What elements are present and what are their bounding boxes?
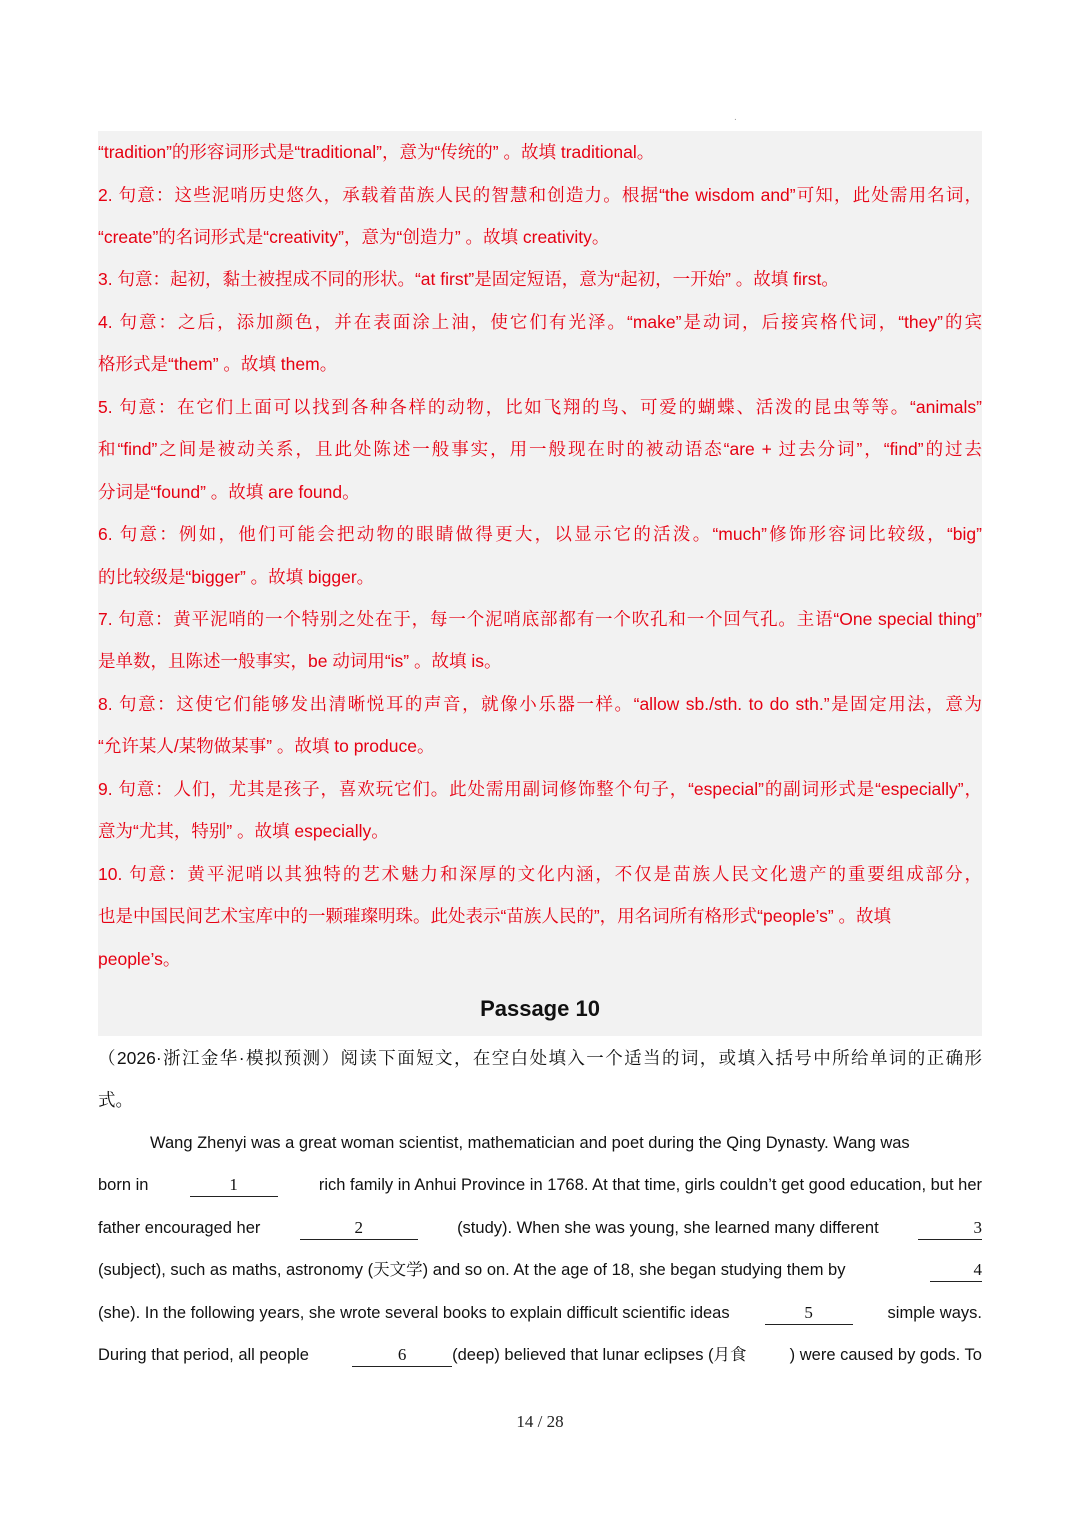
answer-line: 是单数，且陈述一般事实，be 动词用“is” 。故填 is。 bbox=[98, 651, 502, 671]
blank-6[interactable]: 6 bbox=[352, 1344, 452, 1367]
answer-line: 4. 句意：之后，添加颜色，并在表面涂上油，使它们有光泽。“make”是动词，后接宾格代词，“they”的宾 bbox=[98, 312, 982, 332]
passage-line bbox=[98, 1170, 982, 1200]
chinese-gloss: 月食 bbox=[713, 1345, 747, 1364]
answer-line: 分词是“found” 。故填 are found。 bbox=[98, 482, 360, 502]
answer-line: people’s。 bbox=[98, 949, 181, 969]
passage-text: rich family in Anhui Province in 1768. At that time, girls couldn’t get good education, but her bbox=[318, 1176, 982, 1194]
answer-line: 10. 句意：黄平泥哨以其独特的艺术魅力和深厚的文化内涵，不仅是苗族人民文化遗产的重要组成部分， bbox=[98, 864, 982, 884]
passage-text: father encouraged her bbox=[98, 1219, 261, 1237]
blank-4[interactable]: 4 bbox=[930, 1259, 982, 1282]
answer-line: 意为“尤其，特别” 。故填 especially。 bbox=[98, 821, 389, 841]
passage-text: (subject), such as maths, astronomy (天文学) and so on. At the age of 18, she began studying them by bbox=[98, 1260, 846, 1279]
blank-2[interactable]: 2 bbox=[300, 1217, 418, 1240]
passage-instructions: （2026·浙江金华·模拟预测）阅读下面短文，在空白处填入一个适当的词，或填入括号中所给单词的正确形 bbox=[98, 1048, 982, 1068]
answer-line: 6. 句意：例如，他们可能会把动物的眼睛做得更大，以显示它的活泼。“much”修饰形容词比较级，“big” bbox=[98, 524, 982, 544]
passage-text: (she). In the following years, she wrote several books to explain difficult scientific ideas bbox=[98, 1304, 730, 1322]
blank-5[interactable]: 5 bbox=[765, 1302, 853, 1325]
answer-line: 也是中国民间艺术宝库中的一颗璀璨明珠。此处表示“苗族人民的”，用名词所有格形式“people’s” 。故填 bbox=[98, 906, 892, 926]
answer-line: 格形式是“them” 。故填 them。 bbox=[98, 354, 338, 374]
passage-title: Passage 10 bbox=[480, 996, 600, 1021]
answer-line: 的比较级是“bigger” 。故填 bigger。 bbox=[98, 567, 375, 587]
passage-text: During that period, all people bbox=[98, 1346, 309, 1364]
answer-line: 和“find”之间是被动关系，且此处陈述一般事实，用一般现在时的被动语态“are + 过去分词”，“find”的过去 bbox=[98, 439, 982, 459]
page-number: 14 / 28 bbox=[516, 1412, 564, 1431]
passage-line bbox=[150, 1128, 982, 1158]
passage-text: 6 (deep) believed that lunar eclipses ( 月食 bbox=[352, 1340, 746, 1370]
answer-line: “create”的名词形式是“creativity”，意为“创造力” 。故填 creativity。 bbox=[98, 227, 610, 247]
blank-1[interactable]: 1 bbox=[190, 1174, 278, 1197]
passage-text: (study). When she was young, she learned many different bbox=[457, 1219, 879, 1237]
passage-instructions-cont: 式。 bbox=[98, 1090, 133, 1110]
answer-line: “tradition”的形容词形式是“traditional”，意为“传统的” 。故填 traditional。 bbox=[98, 142, 655, 162]
passage-text: simple ways. bbox=[887, 1304, 982, 1322]
passage-text: Wang Zhenyi was a great woman scientist, mathematician and poet during the Qing Dynasty. Wang was bbox=[150, 1134, 910, 1152]
answer-line: 9. 句意：人们，尤其是孩子，喜欢玩它们。此处需用副词修饰整个句子，“especial”的副词形式是“especially”， bbox=[98, 779, 982, 799]
passage-line bbox=[98, 1298, 982, 1328]
answer-line: 7. 句意：黄平泥哨的一个特别之处在于，每一个泥哨底部都有一个吹孔和一个回气孔。主语“One special thing” bbox=[98, 609, 982, 629]
passage-line bbox=[98, 1340, 982, 1370]
answer-line: 3. 句意：起初，黏土被捏成不同的形状。“at first”是固定短语，意为“起初，一开始” 。故填 first。 bbox=[98, 269, 839, 289]
blank-3[interactable]: 3 bbox=[918, 1217, 982, 1240]
answer-line: “允许某人/某物做某事” 。故填 to produce。 bbox=[98, 736, 435, 756]
passage-text: born in bbox=[98, 1176, 149, 1194]
answer-line: 5. 句意：在它们上面可以找到各种各样的动物，比如飞翔的鸟、可爱的蝴蝶、活泼的昆虫等等。“animals” bbox=[98, 397, 982, 417]
page-mark: . bbox=[734, 112, 737, 123]
chinese-gloss: 天文学 bbox=[373, 1260, 423, 1279]
passage-line bbox=[98, 1255, 982, 1285]
answer-line: 2. 句意：这些泥哨历史悠久，承载着苗族人民的智慧和创造力。根据“the wisdom and”可知，此处需用名词， bbox=[98, 185, 982, 205]
answer-line: 8. 句意：这使它们能够发出清晰悦耳的声音，就像小乐器一样。“allow sb./sth. to do sth.”是固定用法，意为 bbox=[98, 694, 982, 714]
passage-text: ) were caused by gods. To bbox=[789, 1346, 982, 1364]
passage-line bbox=[98, 1213, 982, 1243]
